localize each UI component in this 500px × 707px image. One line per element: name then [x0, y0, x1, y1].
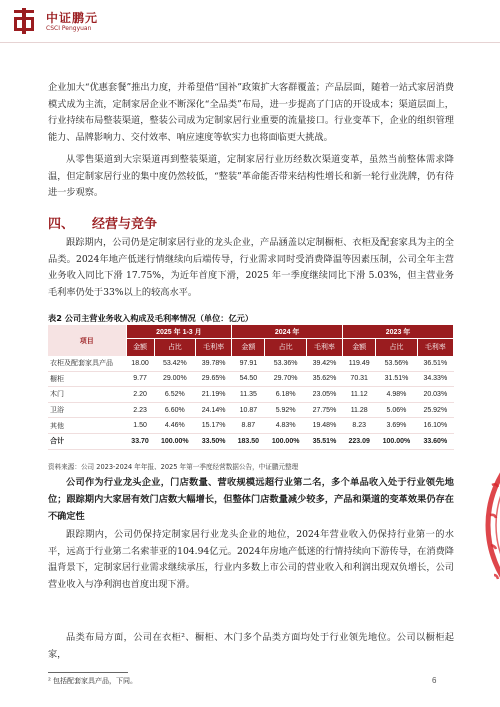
table-source: 资料来源：公司 2023-2024 年年报、2025 年第一季度经营数据公告，中证鹏元整理	[48, 463, 299, 471]
table-row	[48, 356, 454, 371]
table-row-total	[48, 433, 454, 449]
table-cell: 8.87	[232, 418, 265, 434]
table-cell: 3.69%	[376, 418, 417, 434]
table-cell: 33.70	[126, 433, 154, 449]
table-cell: 23.05%	[306, 387, 342, 403]
table-cell: 2.20	[126, 387, 154, 403]
footnote: ² 包括配套家具产品，下同。	[48, 677, 138, 685]
table-cell: 35.51%	[306, 433, 342, 449]
section-paragraph: 跟踪期内，公司仍是定制家居行业的龙头企业，产品涵盖以定制橱柜、衣柜及配套家具为主的全品类。2024年地产低迷行情继续向后端传导，行业需求同时受消费降温等因素压制，公司全年主营业务收入同比下滑 17.75%，为近年首度下滑，2025 年一季度继续同比下滑 5.03%，但主营业务毛利率仍处于33%以上的较高水平。	[48, 237, 454, 298]
table-cell: 6.60%	[154, 402, 195, 418]
table-header-period: 2023 年	[343, 325, 454, 339]
table-cell: 97.91	[232, 356, 265, 371]
table-header-cell: 金额	[232, 339, 265, 357]
table-cell: 16.10%	[417, 418, 453, 434]
paragraph-2: 从零售渠道到大宗渠道再到整装渠道，定制家居行业历经数次渠道变革，虽然当前整体需求降温，但定制家居行业的集中度仍然较低，“整装”革命能否带来结构性增长和新一轮行业洗牌，仍有待进一步观察。	[48, 154, 454, 198]
table-cell: 183.50	[232, 433, 265, 449]
table-cell: 53.42%	[154, 356, 195, 371]
page-number: 6	[432, 676, 437, 685]
table-cell: 36.51%	[417, 356, 453, 371]
table-header-cell: 毛利率	[195, 339, 231, 357]
table-header-period: 2025 年 1-3 月	[126, 325, 232, 339]
table-row	[48, 371, 454, 387]
seal-stamp-icon	[478, 395, 500, 655]
paragraph-4: 品类布局方面，公司在衣柜²、橱柜、木门多个品类方面均处于行业领先地位。公司以橱柜起家，	[48, 632, 454, 660]
table-cell: 4.46%	[154, 418, 195, 434]
table-cell: 4.98%	[376, 387, 417, 403]
table-cell: 33.60%	[417, 433, 453, 449]
table-cell: 39.78%	[195, 356, 231, 371]
table-header-cell: 毛利率	[417, 339, 453, 357]
table-cell: 34.33%	[417, 371, 453, 387]
table-cell: 100.00%	[376, 433, 417, 449]
table-cell: 2.23	[126, 402, 154, 418]
table-row-name: 橱柜	[48, 371, 126, 387]
table-cell: 223.09	[343, 433, 376, 449]
table-cell: 35.62%	[306, 371, 342, 387]
table-cell: 18.00	[126, 356, 154, 371]
table-cell: 54.50	[232, 371, 265, 387]
company-logo	[12, 6, 142, 38]
table-cell: 6.52%	[154, 387, 195, 403]
table-cell: 5.06%	[376, 402, 417, 418]
revenue-table	[48, 325, 454, 450]
table-row	[48, 387, 454, 403]
table-row-name: 卫浴	[48, 402, 126, 418]
header-divider	[0, 42, 500, 43]
table-cell: 39.42%	[306, 356, 342, 371]
table-cell: 15.17%	[195, 418, 231, 434]
table-header-cell: 占比	[376, 339, 417, 357]
logo-text-cn: 中证鹏元	[46, 11, 99, 25]
table-cell: 25.92%	[417, 402, 453, 418]
table-cell: 53.56%	[376, 356, 417, 371]
table-cell: 10.87	[232, 402, 265, 418]
table-cell: 19.48%	[306, 418, 342, 434]
table-row-name: 合计	[48, 433, 126, 449]
logo-mark-icon	[12, 8, 36, 34]
table-cell: 21.19%	[195, 387, 231, 403]
table-cell: 100.00%	[154, 433, 195, 449]
table-header-item: 项目	[48, 325, 126, 356]
table-cell: 119.49	[343, 356, 376, 371]
table-cell: 9.77	[126, 371, 154, 387]
table-header-cell: 占比	[154, 339, 195, 357]
table-cell: 11.12	[343, 387, 376, 403]
table-cell: 29.70%	[265, 371, 306, 387]
table-cell: 11.35	[232, 387, 265, 403]
table-cell: 27.75%	[306, 402, 342, 418]
table-row-name: 木门	[48, 387, 126, 403]
table-cell: 4.83%	[265, 418, 306, 434]
table-row-name: 衣柜及配套家具产品	[48, 356, 126, 371]
section-title: 经营与竞争	[92, 217, 158, 232]
table-header-cell: 金额	[343, 339, 376, 357]
table-cell: 100.00%	[265, 433, 306, 449]
table-cell: 31.51%	[376, 371, 417, 387]
table-header-row-periods	[48, 325, 454, 339]
paragraph-3: 跟踪期内，公司仍保持定制家居行业龙头企业的地位，2024年营业收入仍保持行业第一的水平，远高于行业第二名索菲亚的104.94亿元。2024年房地产低迷的行情持续向下游传导，在消费降温背景下，定制家居行业需求继续承压，行业内多数上市公司的营业收入和利润出现双负增长，公司营业收入与净利润也首度出现下滑。	[48, 529, 454, 590]
table-cell: 6.18%	[265, 387, 306, 403]
table-cell: 8.23	[343, 418, 376, 434]
section-heading	[48, 213, 175, 232]
table-cell: 20.03%	[417, 387, 453, 403]
table-header-cell: 毛利率	[306, 339, 342, 357]
table-cell: 70.31	[343, 371, 376, 387]
table-cell: 5.92%	[265, 402, 306, 418]
table-cell: 1.50	[126, 418, 154, 434]
table-title: 表2 公司主营业务收入构成及毛利率情况（单位：亿元）	[48, 313, 254, 323]
table-header-cell: 占比	[265, 339, 306, 357]
logo-text-en: CSCI Pengyuan	[46, 25, 92, 32]
table-row	[48, 418, 454, 434]
section-number: 四、	[48, 217, 75, 232]
table-row-name: 其他	[48, 418, 126, 434]
table-cell: 11.28	[343, 402, 376, 418]
table-cell: 33.50%	[195, 433, 231, 449]
table-header-period: 2024 年	[232, 325, 343, 339]
bold-paragraph: 公司作为行业龙头企业，门店数量、营收规模远超行业第二名，多个单品收入处于行业领先地位；跟踪期内大家居有效门店数大幅增长，但整体门店数量减少较多，产品和渠道的变革效果仍存在不确定性	[48, 477, 454, 522]
table-cell: 29.65%	[195, 371, 231, 387]
footnote-divider	[48, 672, 128, 673]
paragraph-1: 企业加大“优惠套餐”推出力度，并希望借“国补”政策扩大客群覆盖；产品层面，随着一站式家居消费模式成为主流，定制家居企业不断深化“全品类”布局，进一步提高了门店的开设成本；渠道层面上，行业持续布局整装渠道，整装公司成为定制家居行业重要的流量接口。行业变革下，企业的组织管理能力、品牌影响力、交付效率、响应速度等软实力也将面临更大挑战。	[48, 82, 454, 143]
table-header-cell: 金额	[126, 339, 154, 357]
table-cell: 29.00%	[154, 371, 195, 387]
table-row	[48, 402, 454, 418]
table-cell: 53.36%	[265, 356, 306, 371]
table-cell: 24.14%	[195, 402, 231, 418]
